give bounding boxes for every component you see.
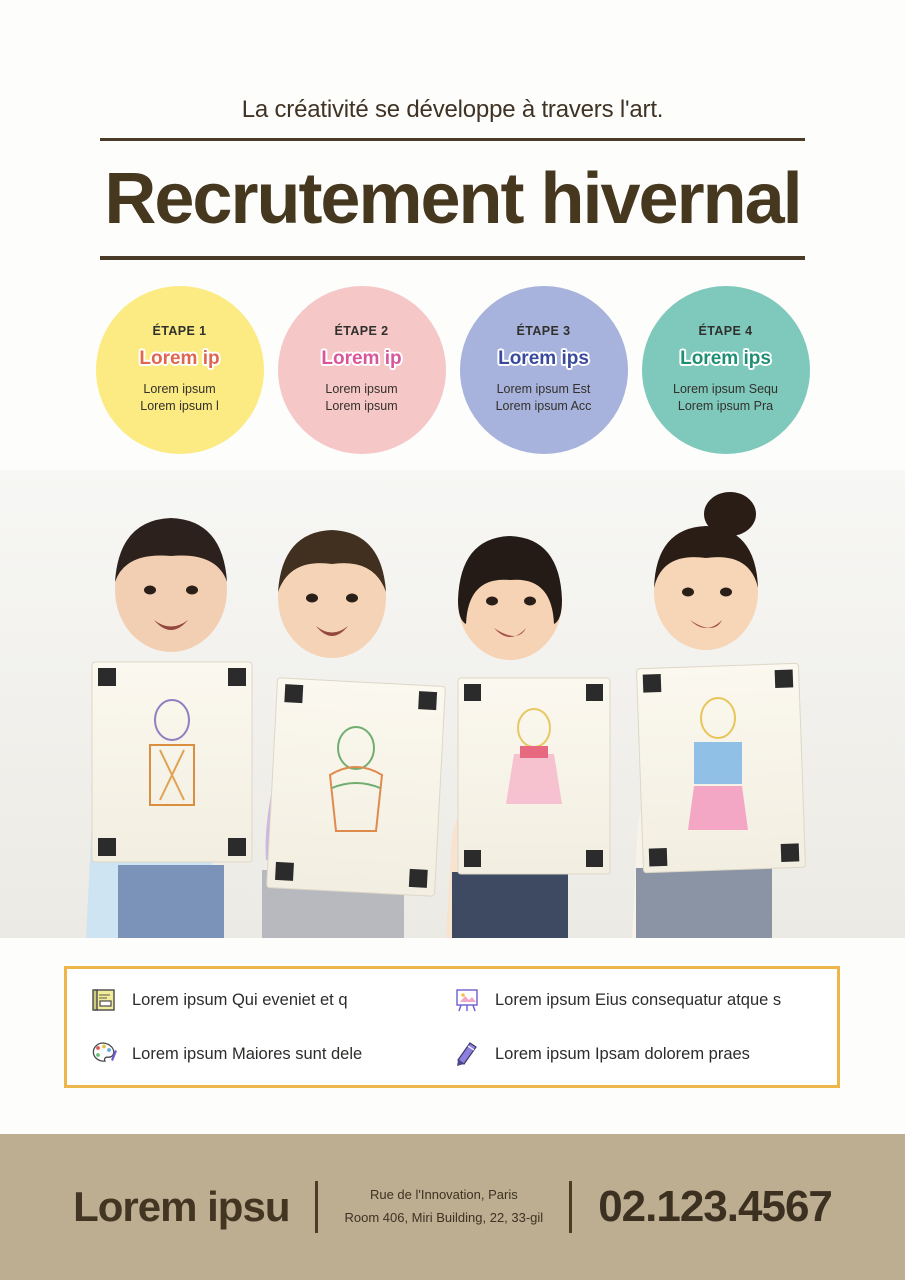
step-description-line2: Lorem ipsum Pra xyxy=(677,399,774,414)
step-description-line2: Lorem ipsum l xyxy=(140,399,219,414)
feature-label: Lorem ipsum Ipsam dolorem praes xyxy=(495,1044,750,1063)
step-description-line2: Lorem ipsum xyxy=(325,399,398,414)
step-description-line1: Lorem ipsum Est xyxy=(496,382,591,397)
step-title: Lorem ip xyxy=(139,348,220,370)
footer-divider-right xyxy=(569,1181,572,1233)
step-title: Lorem ips xyxy=(680,348,771,370)
footer-bar xyxy=(0,1134,905,1280)
footer-divider-left xyxy=(315,1181,318,1233)
feature-item-1 xyxy=(89,985,452,1015)
children-photo xyxy=(0,470,905,938)
feature-label: Lorem ipsum Eius consequatur atque s xyxy=(495,990,782,1009)
step-circle-2 xyxy=(278,286,446,454)
easel-icon xyxy=(452,985,482,1015)
footer-address-line2: Room 406, Miri Building, 22, 33-gil xyxy=(344,1210,544,1225)
steps-row xyxy=(0,286,905,454)
step-description xyxy=(496,381,592,415)
step-description xyxy=(140,381,219,415)
notebook-icon xyxy=(89,985,119,1015)
step-label: ÉTAPE 4 xyxy=(698,324,753,339)
step-description xyxy=(673,381,778,415)
step-label: ÉTAPE 1 xyxy=(152,324,207,339)
palette-icon xyxy=(89,1039,119,1069)
feature-item-3 xyxy=(89,1039,452,1069)
page-title: Recrutement hivernal xyxy=(104,159,801,239)
footer-phone: 02.123.4567 xyxy=(598,1182,832,1231)
feature-item-2 xyxy=(452,985,815,1015)
feature-item-4 xyxy=(452,1039,815,1069)
step-label: ÉTAPE 3 xyxy=(516,324,571,339)
header-rule-bottom xyxy=(100,256,805,260)
feature-label: Lorem ipsum Qui eveniet et q xyxy=(132,990,348,1009)
step-title: Lorem ip xyxy=(321,348,402,370)
feature-box xyxy=(64,966,840,1088)
step-circle-1 xyxy=(96,286,264,454)
step-label: ÉTAPE 2 xyxy=(334,324,389,339)
step-title: Lorem ips xyxy=(498,348,589,370)
footer-brand: Lorem ipsu xyxy=(73,1183,290,1230)
header xyxy=(0,96,905,260)
step-description-line2: Lorem ipsum Acc xyxy=(495,399,592,414)
step-circle-3 xyxy=(460,286,628,454)
poster-subtitle: La créativité se développe à travers l'art. xyxy=(241,96,664,123)
footer-address xyxy=(344,1184,543,1230)
step-circle-4 xyxy=(642,286,810,454)
step-description-line1: Lorem ipsum Sequ xyxy=(673,382,778,397)
step-description-line1: Lorem ipsum xyxy=(143,382,216,397)
footer-address-line1: Rue de l'Innovation, Paris xyxy=(369,1187,518,1203)
step-description xyxy=(325,381,397,415)
step-description-line1: Lorem ipsum xyxy=(325,382,398,397)
feature-label: Lorem ipsum Maiores sunt dele xyxy=(132,1044,363,1063)
crayon-icon xyxy=(452,1039,482,1069)
